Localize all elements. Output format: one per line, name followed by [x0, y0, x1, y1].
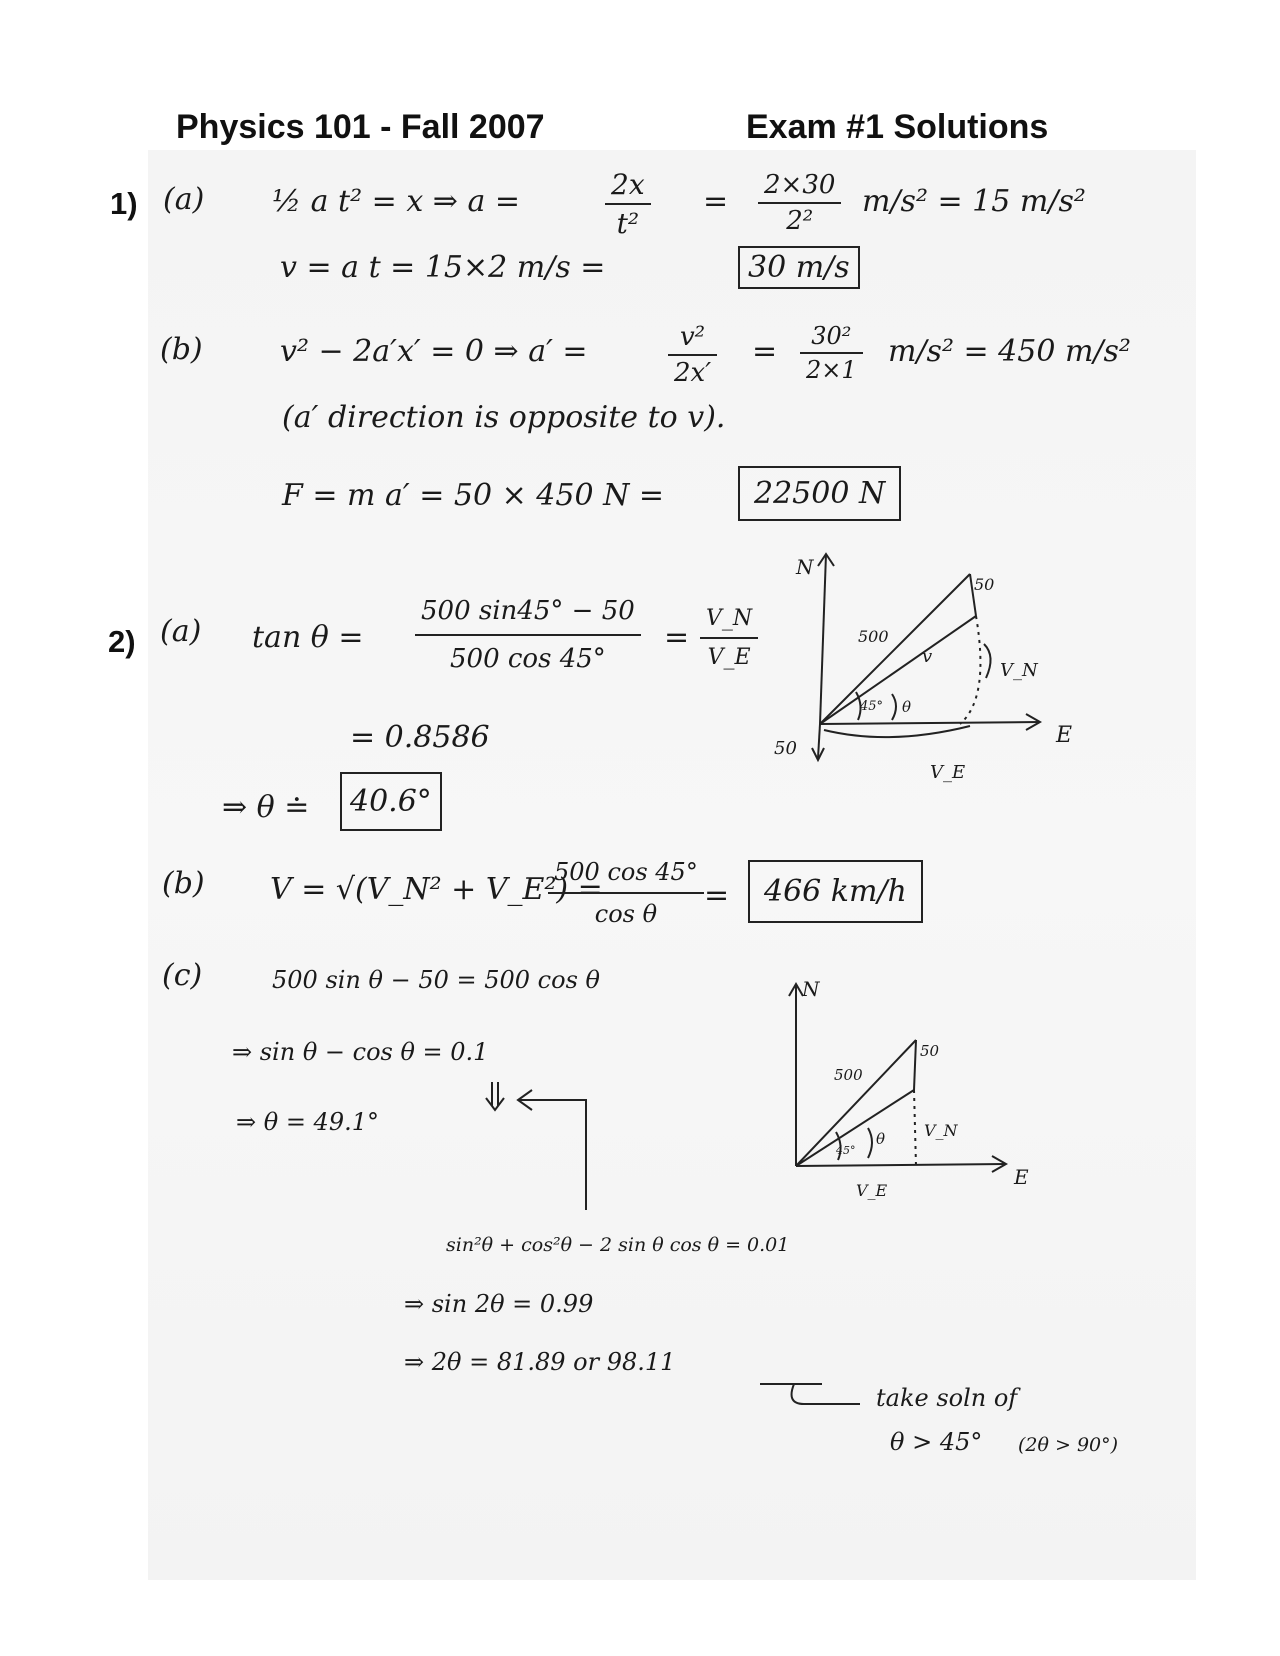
- d2-vn-dashed: [914, 1090, 916, 1166]
- q2c-note-line-2: θ > 45°: [890, 1428, 983, 1456]
- d2-label-e: E: [1014, 1165, 1029, 1189]
- q1b-fraction-2-numerator: 30²: [800, 322, 863, 354]
- q1b-fraction-1-denominator: 2x′: [674, 358, 712, 388]
- q1b-equals: =: [752, 334, 778, 369]
- question-1-number: 1): [110, 186, 138, 221]
- q1b-force-equation: F = m a′ = 50 × 450 N =: [282, 478, 665, 513]
- q2b-equals: =: [704, 878, 730, 913]
- d1-north-axis: [820, 554, 826, 724]
- q2a-fraction-denominator: 500 cos 45°: [449, 644, 606, 674]
- d1-label-ve: V_E: [930, 762, 966, 783]
- q2b-fraction: [548, 858, 704, 928]
- d2-velocity-500: [796, 1040, 916, 1166]
- q1a-equation-2: v = a t = 15×2 m/s =: [280, 250, 606, 285]
- q2a-fraction: [415, 596, 641, 674]
- q1b-fraction-2: [800, 322, 863, 384]
- q2a-theta-prefix: ⇒ θ ≐: [222, 790, 310, 825]
- q1a-equation-1-tail: m/s² = 15 m/s²: [862, 184, 1086, 219]
- question-2-number: 2): [108, 624, 136, 659]
- q2a-fraction-numerator: 500 sin45° − 50: [415, 596, 641, 636]
- d2-label-ve: V_E: [856, 1181, 888, 1200]
- d1-resultant-v: [820, 616, 976, 724]
- q2c-side-step-3: ⇒ 2θ = 81.89 or 98.11: [404, 1348, 676, 1376]
- d1-wind-50: [818, 724, 820, 758]
- q2b-magnitude-equation: V = √(V_N² + V_E²) =: [270, 872, 603, 907]
- d2-label-theta: θ: [876, 1130, 886, 1148]
- q1a-equation-1: ½ a t² = x ⇒ a =: [272, 184, 521, 219]
- d2-label-n: N: [802, 977, 820, 1001]
- q1-part-a-label: (a): [163, 182, 205, 217]
- d2-angle-theta-arc: [868, 1128, 872, 1158]
- q2c-side-step-1: sin²θ + cos²θ − 2 sin θ cos θ = 0.01: [446, 1234, 790, 1256]
- q1a-fraction-1-denominator: t²: [616, 207, 640, 240]
- d1-vn-dashed: [960, 616, 980, 724]
- q2a-equals: =: [664, 620, 690, 655]
- q2c-note-line-3: (2θ > 90°): [1018, 1434, 1119, 1456]
- q2a-ratio-denominator: V_E: [707, 645, 751, 670]
- course-title: Physics 101 - Fall 2007: [176, 108, 545, 146]
- vector-diagram-1: [760, 548, 1100, 798]
- q1a-fraction-2-numerator: 2×30: [758, 170, 841, 204]
- q2c-equation-1: 500 sin θ − 50 = 500 cos θ: [272, 966, 600, 994]
- q1a-fraction-1-numerator: 2x: [605, 168, 651, 205]
- q1b-equation-1: v² − 2a′x′ = 0 ⇒ a′ =: [280, 334, 588, 369]
- d1-label-vn: V_N: [1000, 660, 1038, 681]
- d2-label-45: 45°: [836, 1144, 856, 1157]
- q2c-equation-3: ⇒ θ = 49.1°: [236, 1108, 379, 1136]
- d1-angle-theta-arc: [892, 694, 896, 720]
- q2c-equation-2: ⇒ sin θ − cos θ = 0.1: [232, 1038, 489, 1066]
- d1-label-n: N: [796, 555, 814, 579]
- q1b-answer-box: 22500 N: [738, 466, 901, 521]
- q1-part-b-label: (b): [160, 332, 203, 367]
- exam-title: Exam #1 Solutions: [746, 108, 1049, 146]
- q1a-fraction-2-denominator: 2²: [786, 206, 814, 236]
- d1-label-50-bottom: 50: [774, 738, 797, 759]
- q1a-equals: =: [703, 184, 729, 219]
- q2b-fraction-denominator: cos θ: [594, 900, 658, 928]
- d2-label-50: 50: [920, 1042, 940, 1060]
- d1-label-e: E: [1056, 723, 1073, 748]
- q2-part-b-label: (b): [162, 866, 205, 901]
- d2-wind-vector: [914, 1040, 916, 1090]
- q1a-answer-box: 30 m/s: [738, 246, 860, 289]
- q1b-direction-note: (a′ direction is opposite to v).: [282, 400, 726, 435]
- q2a-answer-box: 40.6°: [340, 772, 442, 831]
- q2c-note-line-1: take soln of: [876, 1384, 1018, 1412]
- d1-east-axis: [820, 722, 1040, 724]
- d1-label-v: v: [922, 646, 933, 667]
- d2-label-vn: V_N: [924, 1121, 958, 1140]
- q1a-fraction-1: [605, 168, 651, 240]
- q2-part-c-label: (c): [162, 958, 203, 993]
- q2b-answer-box: 466 km/h: [748, 860, 923, 923]
- vector-diagram-2: [780, 970, 1060, 1200]
- q2b-fraction-numerator: 500 cos 45°: [548, 858, 704, 894]
- q2c-side-step-2: ⇒ sin 2θ = 0.99: [404, 1290, 594, 1318]
- d1-vn-brace: [984, 644, 991, 678]
- q2a-ratio-fraction: [700, 606, 758, 670]
- q2-part-a-label: (a): [160, 614, 202, 649]
- d1-label-45: 45°: [860, 699, 884, 714]
- d2-east-axis: [796, 1164, 1006, 1166]
- q1b-fraction-2-denominator: 2×1: [806, 356, 857, 384]
- q1a-fraction-2: [758, 170, 841, 236]
- q2a-result: = 0.8586: [350, 720, 490, 755]
- q1b-fraction-1: [668, 322, 717, 388]
- q2a-ratio-numerator: V_N: [700, 606, 758, 639]
- d1-ve-brace: [824, 726, 970, 737]
- q1b-equation-1-tail: m/s² = 450 m/s²: [888, 334, 1131, 369]
- d2-label-500: 500: [834, 1066, 863, 1084]
- derivation-arrow: [470, 1076, 610, 1216]
- selected-solution-bracket: [756, 1380, 866, 1410]
- q2a-tan-lhs: tan θ =: [252, 620, 364, 655]
- d1-label-theta: θ: [902, 698, 912, 716]
- q1b-fraction-1-numerator: v²: [668, 322, 717, 356]
- d1-label-500: 500: [858, 627, 889, 646]
- d1-label-50-top: 50: [974, 575, 995, 594]
